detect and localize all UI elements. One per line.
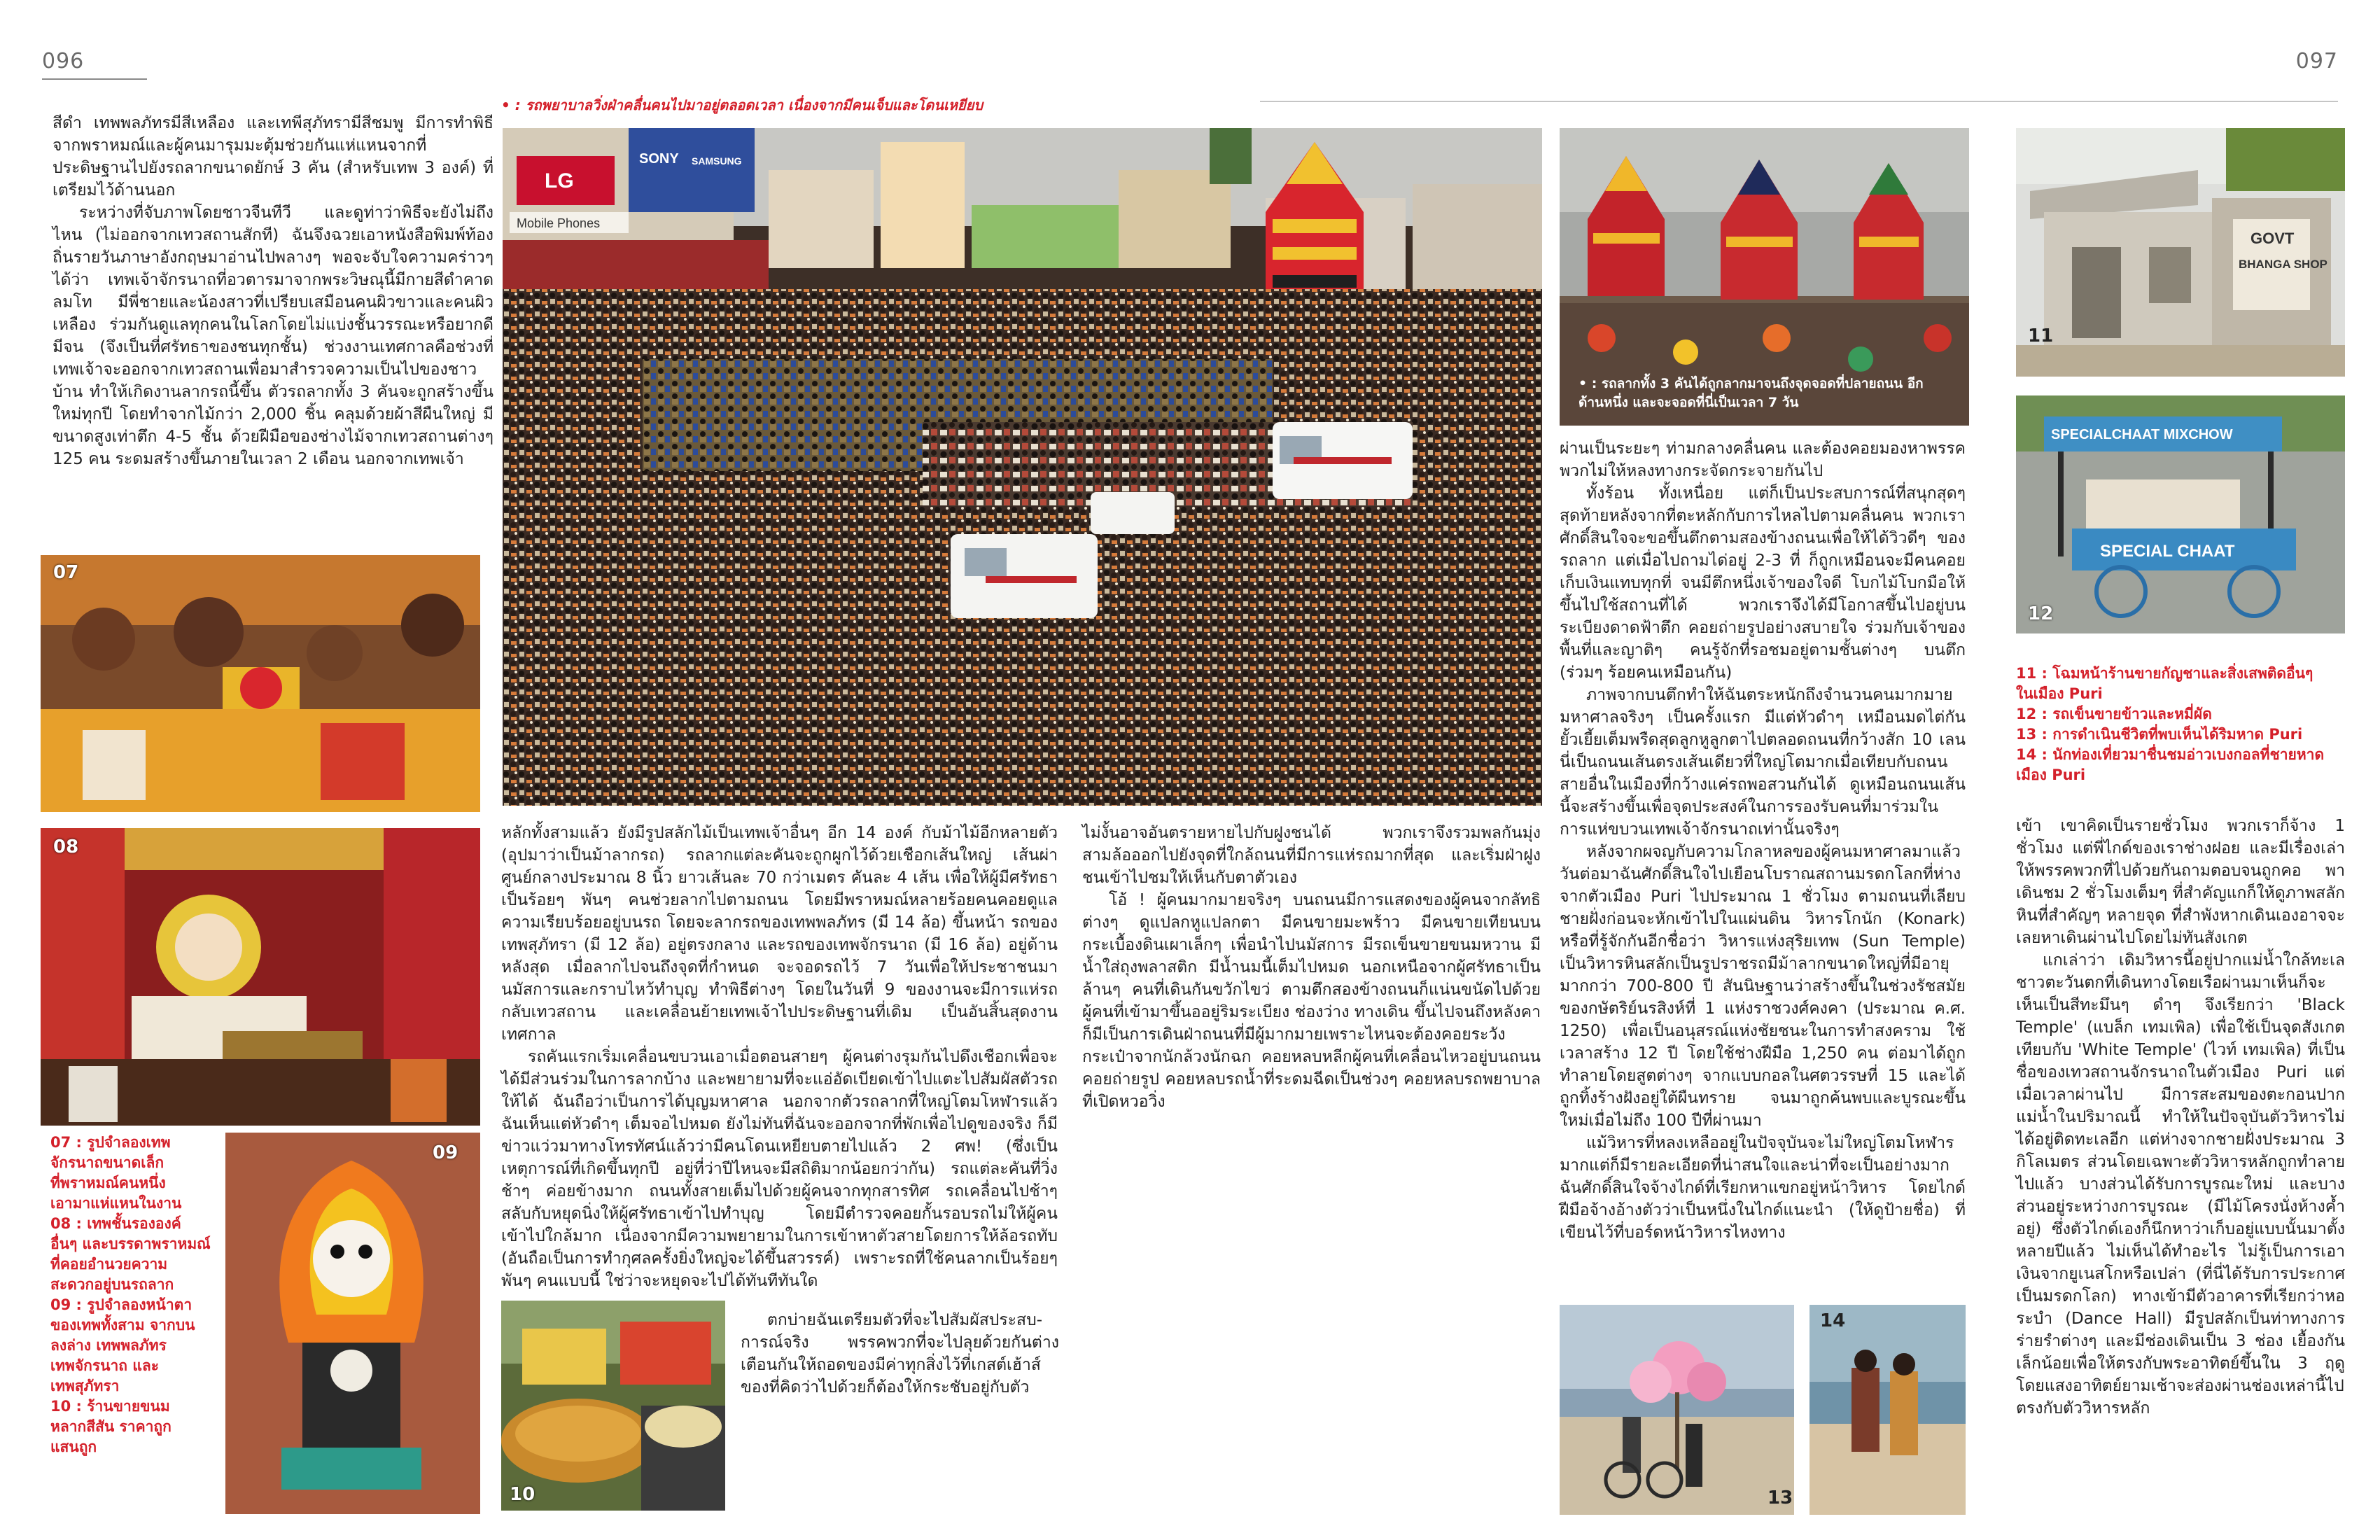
photo-08 (41, 828, 480, 1126)
caption-line: 07 : รูปจำลองเทพ (50, 1134, 171, 1151)
text-column-2 (501, 822, 1058, 1290)
page-number-left: 096 (42, 49, 85, 74)
photo-11 (2016, 128, 2345, 377)
caption-line: 10 : ร้านขายขนม (50, 1398, 170, 1415)
photo-number-08: 08 (53, 836, 79, 858)
sign-bhanga: BHANGA SHOP (2239, 258, 2328, 271)
photo-number-13: 13 (1768, 1488, 1793, 1508)
top-rule-left (42, 78, 147, 80)
photo-number-07: 07 (53, 562, 79, 583)
photo-number-10: 10 (510, 1484, 536, 1505)
sign-sony: SONY (639, 151, 679, 167)
caption-line: สะดวกอยู่บนรถลาก (50, 1276, 174, 1293)
caption-line: เมือง Puri (2016, 766, 2086, 783)
sign-special-top: SPECIALCHAAT MIXCHOW (2051, 427, 2233, 442)
text-column-1 (52, 112, 493, 546)
sign-lg: LG (545, 169, 574, 192)
paragraph: หลักทั้งสามแล้ว ยังมีรูปสลักไม้เป็นเทพเจ้าอื่นๆ อีก 14 องค์ กับม้าไม้อีกหลายตัว (อุปมาว่าเป็นม้าลากรถ) รถลากแต่ละคันจะถูกผูกไว้ด้วยเชือกเส้นใหญ่ เส้นผ่าศูนย์กลางประมาณ 8 นิ้ว ยาวเส้นละ 70 กว่าเมตร คันละ 4 เส้น เพื่อให้ผู้มีศรัทธาเป็นร้อยๆ พันๆ คนช่วยลากไปตามถนน โดยมีพราหมณ์หลายร้อยคนคอยดูแลความเรียบร้อยอยู่บนรถ โดยจะลากรถของเทพพลภัทร (มี 14 ล้อ) ขึ้นหน้า รถของเทพสุภัทรา (มี 12 ล้อ) อยู่ตรงกลาง และรถของเทพจักรนาถ (มี 16 ล้อ) อยู่ด้านหลังสุด เมื่อลากไปจนถึงจุดที่กำหนด จะจอดรถไว้ 7 วันเพื่อให้ประชาชนมานมัสการและกราบไหว้ทำบุญ ทำพิธีต่างๆ โดยในวันที่ 9 ของงานจะมีการแห่รถกลับเทวสถาน และเคลื่อนย้ายเทพเจ้าไปประดิษฐานที่เดิม เป็นอันสิ้นสุดงานเทศกาล (501, 824, 1058, 1044)
caption-line: 14 : นักท่องเที่ยวมาชื่นชมอ่าวเบงกอลที่ชายหาด (2016, 746, 2325, 763)
captions-left (50, 1133, 225, 1457)
sign-govt: GOVT (2250, 230, 2295, 247)
paragraph: แม้วิหารที่หลงเหลืออยู่ในปัจจุบันจะไม่ใหญ่โตมโหฬารมากแต่ก็มีรายละเอียดที่น่าสนใจและน่าที่จะเป็นอย่างมาก ฉันศักดิ์สินใจจ้างไกด์ที่เรียกหาแขกอยู่หน้าวิหาร โดยไกด์ฝีมือจ้างอ้างตัวว่าเป็นหนึ่งในไกด์แนะนำ (ให้ดูป้ายชื่อ) ที่เขียนไว้ที่บอร์ดหน้าวิหารไหงทาง (1560, 1134, 1966, 1242)
text-column-5 (2016, 815, 2345, 1515)
main-crowd-photo (503, 128, 1542, 806)
inset-caption: • : รถลากทั้ง 3 คันได้ถูกลากมาจนถึงจุดจอดที่ปลายถนน อีกด้านหนึ่ง และจะจอดที่นี่เป็นเวลา 7 วัน (1578, 376, 1924, 410)
caption-line: จักรนาถขนาดเล็ก (50, 1154, 164, 1171)
paragraph: สีดำ เทพพลภัทรมีสีเหลือง และเทพีสุภัทรามีสีชมพู มีการทำพิธีจากพราหมณ์และผู้คนมารุมมะตุ้มช่วยกันแห่แหนจากที่ประดิษฐานไปยังรถลากขนาดยักษ์ 3 คัน (สำหรับเทพ 3 องค์) ที่เตรียมไว้ด้านนอก (52, 114, 493, 200)
page-number-right: 097 (2295, 49, 2338, 74)
caption-line: แสนถูก (50, 1438, 97, 1455)
paragraph: เข้า เขาคิดเป็นรายชั่วโมง พวกเราก็จ้าง 1 ชั่วโมง แต่พี่ไกด์ของเราช่างฝอย และมีเรื่องเล่าให้พรรคพวกที่ไปด้วยกันถามตอบจนถูกคอ พาเดินชม 2 ชั่วโมงเต็มๆ ที่สำคัญแกก็ให้ดูภาพสลักหินที่สำคัญๆ หลายจุด ที่สำพังหากเดินเองอาจจะเลยหาเดินผ่านไปโดยไม่ทันสังเกต (2016, 817, 2345, 947)
caption-line: หลากสีสัน ราคาถูก (50, 1418, 172, 1435)
caption-line: ที่คอยอำนวยความ (50, 1256, 168, 1273)
caption-line: 09 : รูปจำลองหน้าตา (50, 1296, 192, 1313)
caption-line: 11 : โฉมหน้าร้านขายกัญชาและสิ่งเสพติดอื่นๆ (2016, 665, 2314, 682)
photo-07 (41, 555, 480, 812)
photo-10 (501, 1301, 725, 1511)
paragraph: ผ่านเป็นระยะๆ ท่ามกลางคลื่นคน และต้องคอยมองหาพรรคพวกไม่ให้หลงทางกระจัดกระจายกันไป (1560, 440, 1966, 480)
paragraph: ภาพจากบนตึกทำให้ฉันตระหนักถึงจำนวนคนมากมายมหาศาลจริงๆ เป็นครั้งแรก มีแต่หัวดำๆ เหมือนมดไต่กันยั้วเยี้ยเต็มพรืดสุดลูกหูลูกตาไปตลอดถนนที่กว้างสัก 10 เลน นี่เป็นถนนเส้นตรงเส้นเดียวที่ใหญ่โตมากเมื่อเทียบกับถนนสายอื่นในเมืองที่กว้างแค่รถพอสวนกันได้ ดูเหมือนถนนเส้นนี้จะสร้างขึ้นเพื่อจุดประสงค์ในการรองรับคนที่มาร่วมในการแห่ขบวนเทพเจ้าจักรนาถเท่านั้นจริงๆ (1560, 686, 1966, 839)
photo-13 (1560, 1305, 1794, 1515)
top-rule-right (1260, 101, 2338, 102)
caption-line: ที่พราหมณ์คนหนึ่ง (50, 1175, 166, 1191)
captions-right (2016, 664, 2345, 785)
caption-line: อื่นๆ และบรรดาพราหมณ์ (50, 1236, 211, 1252)
paragraph: หลังจากผจญกับความโกลาหลของผู้คนมหาศาลมาแล้ว วันต่อมาฉันศักดิ์สินใจไปเยือนโบราณสถานมรดกโลกที่ห่างจากตัวเมือง Puri ไปประมาณ 1 ชั่วโมง ตามถนนที่เลียบชายฝั่งก่อนจะหักเข้าไปในแผ่นดิน วิหารโกนัก (Konark) หรือที่รู้จักกันอีกชื่อว่า วิหารแห่งสุริยเทพ (Sun Temple) เป็นวิหารหินสลักเป็นรูปราชรถมีม้าลากขนาดใหญ่ที่มีอายุมากกว่า 700-800 ปี สันนิษฐานว่าสร้างขึ้นในช่วงรัชสมัยของกษัตริย์นรสิงห์ที่ 1 แห่งราชวงศ์คงคา (ประมาณ ค.ศ. 1250) เพื่อเป็นอนุสรณ์แห่งชัยชนะในการทำสงคราม ใช้เวลาสร้าง 12 ปี โดยใช้ช่างฝีมือ 1,250 คน ต่อมาได้ถูกทำลายโดยสูตต่างๆ จากแบบกอลในศตวรรษที่ 15 และได้ถูกทิ้งร้างฝังอยู่ใต้ผืนทราย จนมาถูกค้นพบและบูรณะขึ้นใหม่เมื่อไม่ถึง 100 ปีที่ผ่านมา (1560, 843, 1966, 1130)
caption-line: ของเทพทั้งสาม จากบน (50, 1317, 195, 1334)
paragraph: ไม่งั้นอาจอันตรายหายไปกับฝูงชนได้ พวกเราจึงรวมพลกันมุ่งสามล้อออกไปยังจุดที่ใกล้ถนนที่มีการแห่รถมากที่สุด และเริ่มฝ่าฝูงชนเข้าไปชมให้เห็นกับตาตัวเอง (1082, 824, 1541, 887)
photo-09 (225, 1133, 480, 1514)
sign-special-cart: SPECIAL CHAAT (2100, 542, 2235, 561)
caption-line: 13 : การดำเนินชีวิตที่พบเห็นได้ริมหาด Puri (2016, 726, 2303, 743)
sign-mobile: Mobile Phones (517, 216, 601, 230)
paragraph: ทั้งร้อน ทั้งเหนื่อย แต่ก็เป็นประสบการณ์ที่สนุกสุดๆ สุดท้ายหลังจากที่ตะหลักกับการไหลไปตามคลื่นคน พวกเราศักดิ์สินใจจะขอขึ้นตึกตามสองข้างถนนเพื่อให้ได้วิวดีๆ ของรถลาก แต่เมื่อไปถามได่อยู่ 2-3 ที่ ก็ถูกเหมือนจะมีคนคอยเก็บเงินแทบทุกที่ จนมีตึกหนึ่งเจ้าของใจดี โบกไม้โบกมือให้ขึ้นไปใช้สถานที่ได้ พวกเราจึงได้มีโอกาสขึ้นไปอยู่บนระเบียงดาดฟ้าตึก คอยถ่ายรูปอย่างสบายใจ ร่วมกับเจ้าของพื้นที่และญาติๆ คนรู้จักที่รอชมอยู่ตามชั้นต่างๆ บนตึก (ร่วมๆ ร้อยคนเหมือนกัน) (1560, 484, 1966, 682)
paragraph: รถคันแรกเริ่มเคลื่อนขบวนเอาเมื่อตอนสายๆ ผู้คนต่างรุมกันไปดึงเชือกเพื่อจะได้มีส่วนร่วมในการลากบ้าง และพยายามที่จะแอ่อัดเบียดเข้าไปแตะไปสัมผัสตัวรถให้ได้ ฉันถือว่าเป็นการได้บุญมหาศาล นอกจากตัวรถลากที่ใหญ่โตมโหฬารแล้ว ฉันเห็นแต่หัวดำๆ เต็มจอไปหมด ยังไม่ทันที่ฉันจะออกจากที่พักเพื่อไปดูของจริง ก็มีข่าวแว่วมาทางโทรทัศน์แล้วว่ามีคนโดนเหยียบตายไปแล้ว 2 ศพ! (ซึ่งเป็นเหตุการณ์ที่เกิดขึ้นทุกปี อยู่ที่ว่าปีไหนจะมีสถิติมากน้อยกว่ากัน) รถแต่ละคันที่วิ่งช้าๆ ค่อยข้างมาก ถนนทั้งสายเต็มไปด้วยผู้คนจากทุกสารทิศ รถเคลื่อนไปช้าๆ สลับกับหยุดนิ่งให้ผู้ศรัทธาเข้าไปทำบุญ โดยมีตำรวจคอยกั้นรอบรถไม่ให้ผู้คนเข้าไปใกล้มาก เนื่องจากมีความพยายามในการเข้าหาตัวสายโดยการให้ล้อรถทับ (อันถือเป็นการทำกุศลครั้งยิ่งใหญ่จะได้ขึ้นสวรรค์) เพราะรถที่ใช้คนลากเป็นร้อยๆ พันๆ คนแบบนี้ ใช่ว่าจะหยุดจะไปได้ทันทีทันใด (501, 1048, 1058, 1290)
caption-line: ในเมือง Puri (2016, 685, 2103, 702)
photo-number-14: 14 (1820, 1310, 1846, 1331)
paragraph: แกเล่าว่า เดิมวิหารนี้อยู่ปากแม่น้ำใกล้ทะเล ชาวตะวันตกที่เดินทางโดยเรือผ่านมาเห็นก็จะเห็นเป็นสีทะมึนๆ ดำๆ จึงเรียกว่า 'Black Temple' (แบล็ก เทมเพิล) เพื่อใช้เป็นจุดสังเกตเทียบกับ 'White Temple' (ไวท์ เทมเพิล) ที่เป็นชื่อของเทวสถานจักรนาถในตัวเมือง Puri แต่เมื่อเวลาผ่านไป มีการสะสมของตะกอนปากแม่น้ำในปริมาณนี้ ทำให้ในปัจจุบันตัววิหารไม่ได้อยู่ติดทะเลอีก แต่ห่างจากชายฝั่งประมาณ 3 กิโลเมตร ส่วนโดยเฉพาะตัววิหารหลักถูกทำลายไปแล้ว บางส่วนได้รับการบูรณะใหม่ และบางส่วนอยู่ระหว่างการบูรณะ (มีไม้โครงนั่งห้างค้ำอยู่) ซึ่งตัวไกด์เองก็นึกหาว่าเก็บอยู่แบบนั้นมาตั้งหลายปีแล้ว ไม่เห็นได้ทำอะไร ไม่รู้เป็นการเอาเงินจากยูเนสโกหรือเปล่า (ที่นี่ได้รับการประกาศเป็นมรดกโลก) ทางเข้ามีตัวอาคารที่เรียกว่าหอระบำ (Dance Hall) มีรูปสลักเป็นท่าทางการร่ายรำต่างๆ และมีช่องเดินเป็น 3 ช่อง เยื้องกันเล็กน้อยเพื่อให้ตรงกับพระอาทิตย์ขึ้นใน 3 ฤดู โดยแสงอาทิตย์ยามเช้าจะส่องผ่านช่องเหล่านี้ไปตรงกับตัววิหารหลัก (2016, 951, 2345, 1418)
caption-line: เทพสุภัทรา (50, 1378, 120, 1394)
caption-line: เอามาแห่แหนในงาน (50, 1195, 182, 1212)
paragraph: ตกบ่ายฉันเตรียมตัวที่จะไปสัมผัสประสบ-การณ์จริง พรรคพวกที่จะไปลุยด้วยกันต่างเตือนกันให้ถอดของมีค่าทุกสิ่งไว้ที่เกสต์เฮ้าส์ ของที่คิดว่าไปด้วยก็ต้องให้กระชับอยู่กับตัว (741, 1311, 1059, 1396)
photo-number-09: 09 (433, 1142, 458, 1163)
text-column-3 (1082, 822, 1541, 1515)
photo-12 (2016, 396, 2345, 634)
caption-line: ลงล่าง เทพพลภัทร (50, 1337, 167, 1354)
caption-line: 12 : รถเข็นขายข้าวและหมี่ผัด (2016, 706, 2212, 722)
photo-number-12: 12 (2028, 603, 2054, 624)
photo-number-11: 11 (2028, 326, 2054, 346)
main-photo-caption: • : รถพยาบาลวิ่งฝ่าคลื่นคนไปมาอยู่ตลอดเวลา เนื่องจากมีคนเจ็บและโดนเหยียบ (501, 97, 983, 113)
paragraph: โอ้ ! ผู้คนมากมายจริงๆ บนถนนมีการแสดงของผู้คนจากลัทธิต่างๆ ดูแปลกหูแปลกตา มีคนขายมะพร้าว มีคนขายเทียนบนกระเบื้องดินเผาเล็กๆ เพื่อนำไปนมัสการ มีรถเข็นขายขนมหวาน มีน้ำใส่ถุงพลาสติก มีน้ำนมนี้เต็มไปหมด นอกเหนือจากผู้ศรัทธาเป็นล้านๆ คนที่เดินกันขวักไขว่ ตามตึกสองข้างถนนก็แน่นขนัดไปด้วยผู้คนที่เข้ามาขึ้นออยู่ริมระเบียง ช่องว่าง ทางเดิน ขึ้นไปจนถึงหลังคาก็มีเป็นการเดินฝ่าถนนที่มีผู้มากมายเพราะไหนจะต้องคอยระวังกระเป๋าจากนักล้วงนักฉก คอยหลบหลีกผู้คนที่เคลื่อนไหวอยู่บนถนน คอยถ่ายรูป คอยหลบรถน้ำที่ระดมฉีดเป็นช่วงๆ คอยหลบรถพยาบาลที่เปิดหวอวิ่ง (1082, 891, 1541, 1111)
photo-14 (1809, 1305, 1966, 1515)
caption-line: 08 : เทพชั้นรององค์ (50, 1215, 181, 1232)
text-column-2b (741, 1309, 1059, 1519)
caption-line: เทพจักรนาถ และ (50, 1357, 160, 1374)
paragraph: ระหว่างที่จับภาพโดยชาวจีนทีวี และดูท่าว่าพิธีจะยังไม่ถึงไหน (ไม่ออกจากเทวสถานสักที) ฉันจึงฉวยเอาหนังสือพิมพ์ท้องถิ่นรายวันภาษาอังกฤษมาอ่านไปพลางๆ พอจะจับใจความคร่าวๆ ได้ว่า เทพเจ้าจักรนาถที่อวตารมาจากพระวิษณุนี้มีกายสีดำคาดลมโท มีพี่ชายและน้องสาวที่เปรียบเสมือนคนผิวขาวและคนผิวเหลือง ร่วมกันดูแลทุกคนในโลกโดยไม่แบ่งชั้นวรรณะหรือยากดีมีจน (จึงเป็นที่ศรัทธาของชนทุกชั้น) ช่วงงานเทศกาลคือช่วงที่เทพเจ้าจะออกจากเทวสถานเพื่อมาสำรวจความเป็นไปของชาวบ้าน ทำให้เกิดงานลากรถนี้ขึ้น ตัวรถลากทั้ง 3 คันจะถูกสร้างขึ้นใหม่ทุกปี โดยทำจากไม้กว่า 2,000 ชิ้น คลุมด้วยผ้าสีผืนใหญ่ มีขนาดสูงเท่าตึก 4-5 ชั้น ด้วยฝีมือของช่างไม้จากเทวสถานต่างๆ 125 คน ระดมสร้างขึ้นภายในเวลา 2 เดือน นอกจากเทพเจ้า (52, 204, 493, 468)
sign-samsung: SAMSUNG (692, 155, 742, 167)
